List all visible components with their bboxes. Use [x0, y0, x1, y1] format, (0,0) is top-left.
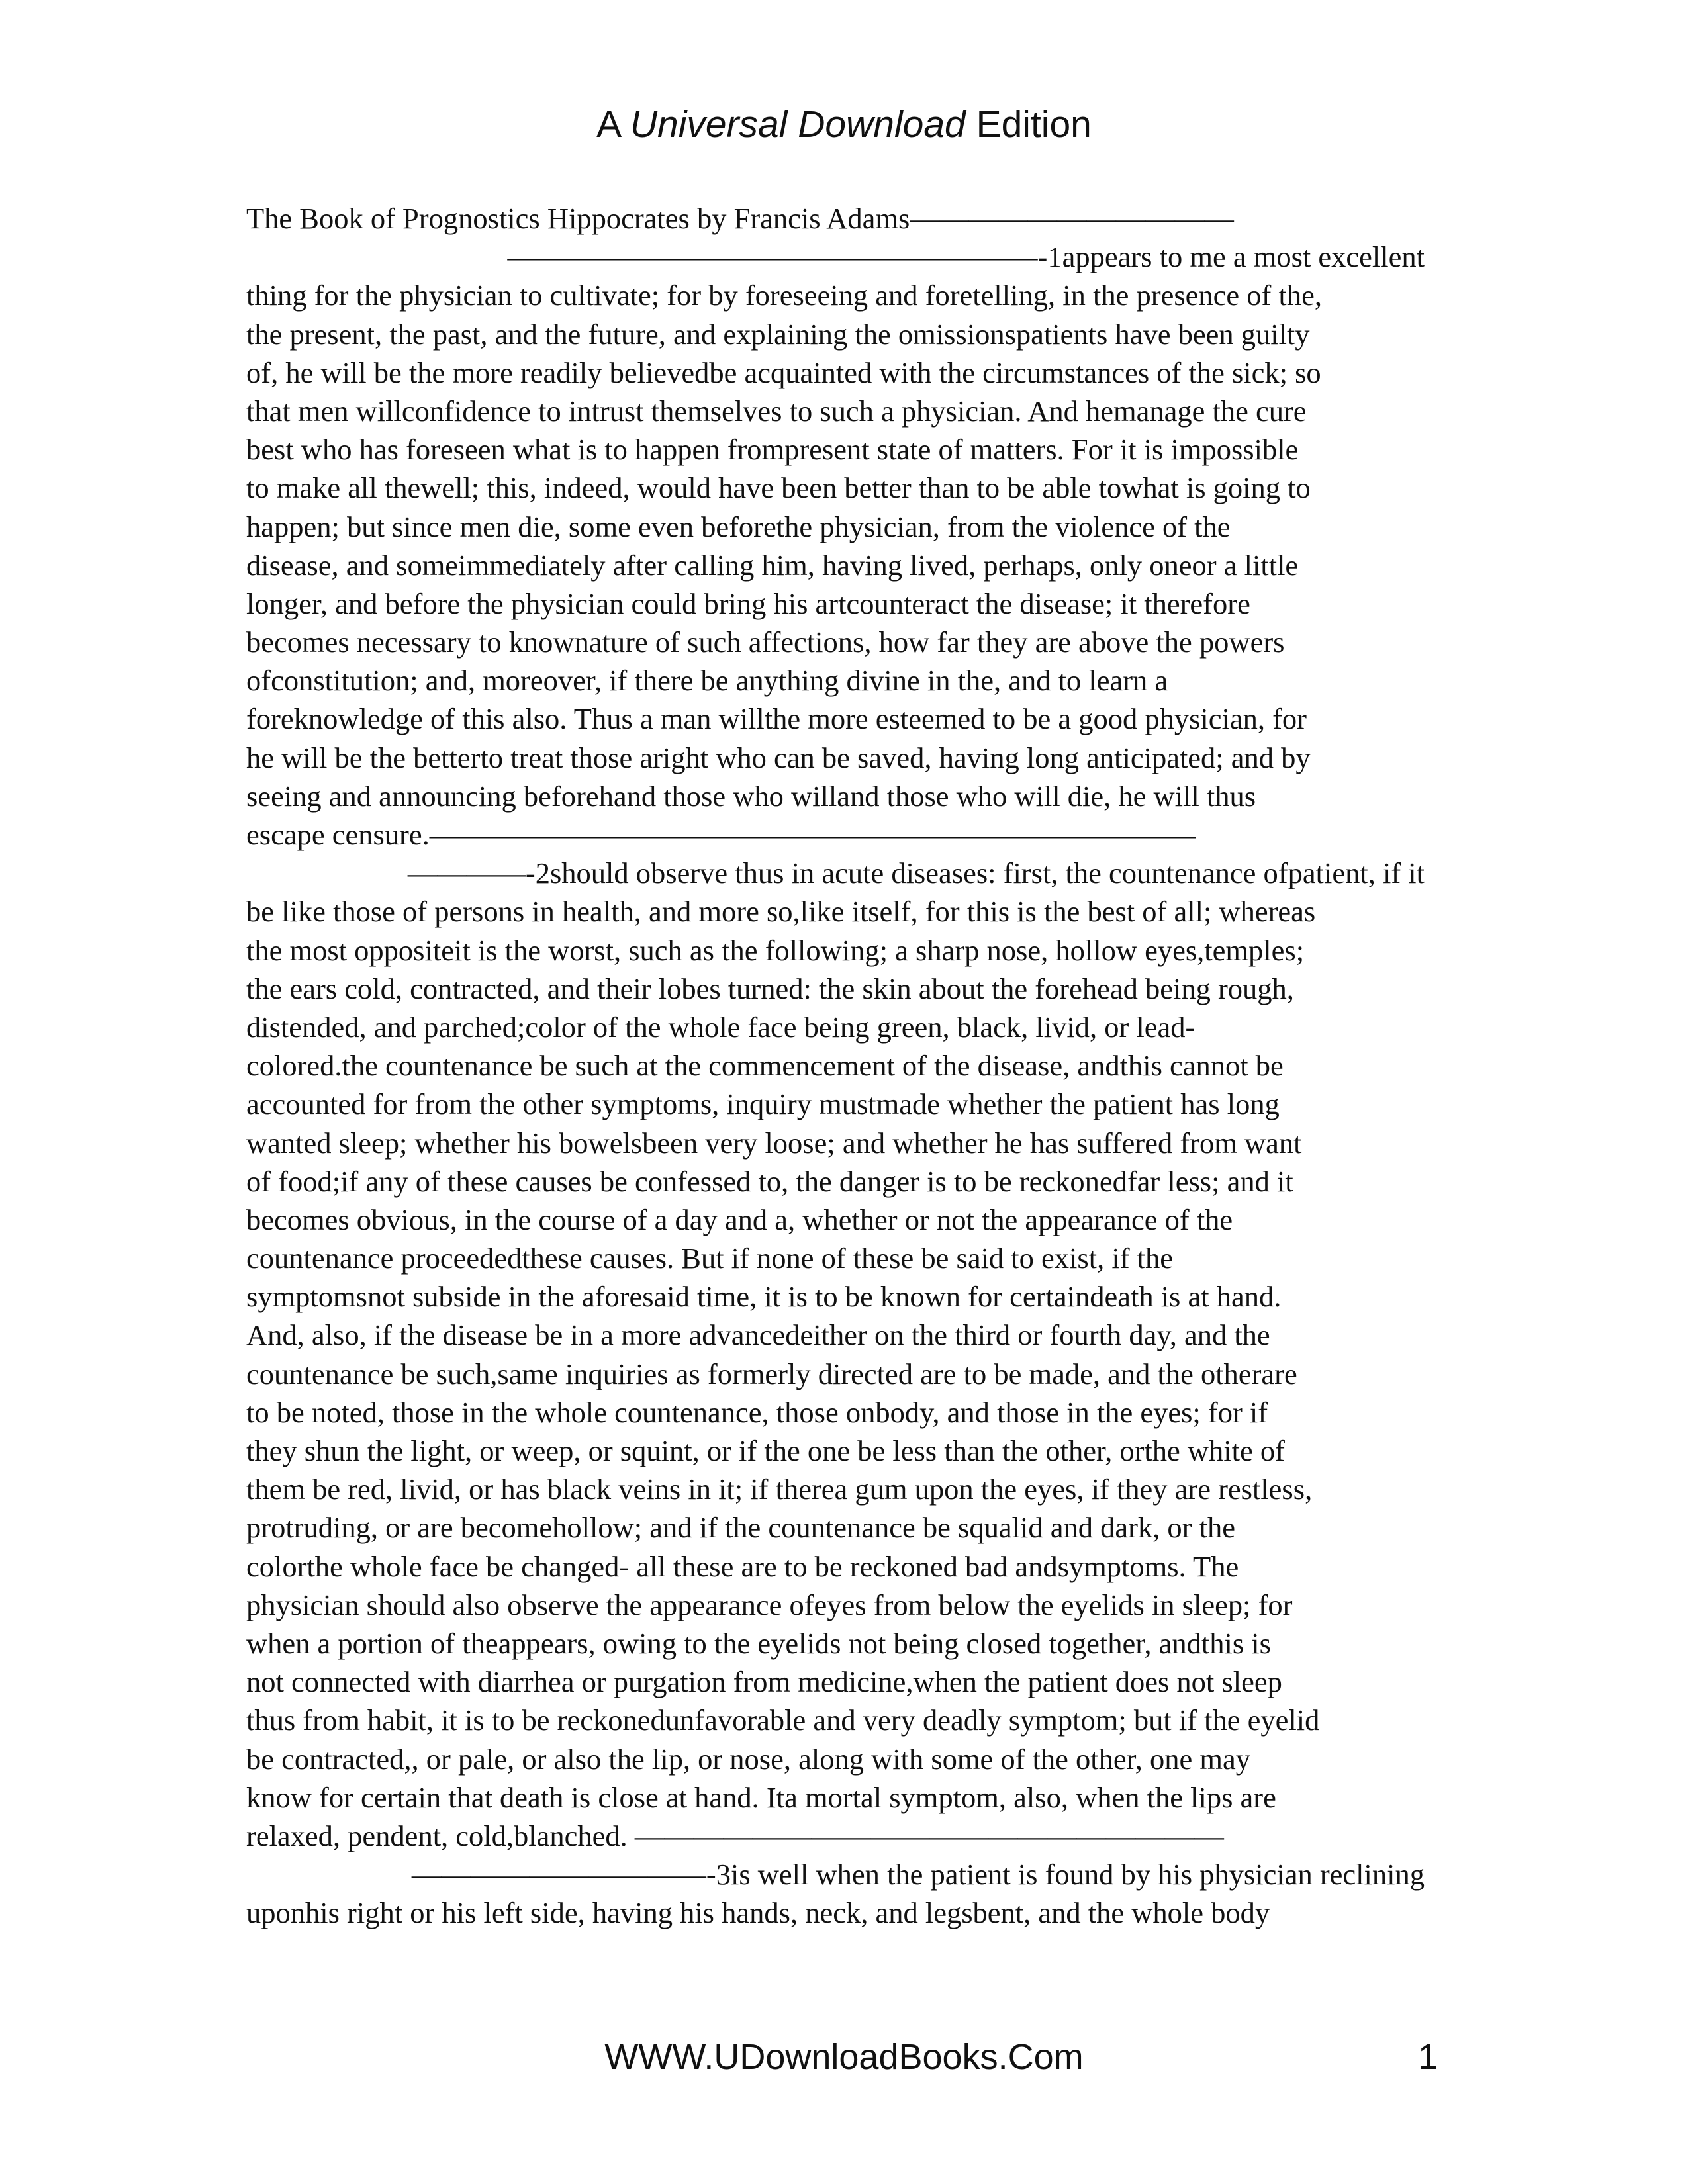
text-line: thus from habit, it is to be reckonedunfavorable and very deadly symptom; but if the eyelid	[246, 1704, 1320, 1737]
text-line: be like those of persons in health, and more so,like itself, for this is the best of all; whereas	[246, 895, 1316, 929]
text-line: be contracted,, or pale, or also the lip, or nose, along with some of the other, one may	[246, 1742, 1250, 1776]
text-line: the ears cold, contracted, and their lobes turned: the skin about the forehead being rough,	[246, 972, 1294, 1005]
text-line: happen; but since men die, some even beforethe physician, from the violence of the	[246, 510, 1231, 543]
text-line: protruding, or are becomehollow; and if the countenance be squalid and dark, or the	[246, 1511, 1235, 1545]
text-line: ——————————-3is well when the patient is found by his physician reclining	[411, 1858, 1425, 1891]
text-line: longer, and before the physician could bring his artcounteract the disease; it therefore	[246, 586, 1250, 620]
footer-website: WWW.UDownloadBooks.Com	[604, 2037, 1084, 2077]
text-line: when a portion of theappears, owing to the eyelids not being closed together, andthis is	[246, 1626, 1271, 1660]
text-line: uponhis right or his left side, having his hands, neck, and legsbent, and the whole body	[246, 1896, 1270, 1930]
text-line: the present, the past, and the future, and explaining the omissionspatients have been guilty	[246, 317, 1310, 351]
text-line: wanted sleep; whether his bowelsbeen very loose; and whether he has suffered from want	[246, 1126, 1302, 1160]
page-header	[0, 98, 1688, 151]
text-line: The Book of Prognostics Hippocrates by Francis Adams———————————	[246, 202, 1234, 235]
text-line: ofconstitution; and, moreover, if there be anything divine in the, and to learn a	[246, 664, 1168, 698]
header-prefix: A	[596, 103, 620, 146]
text-line: best who has foreseen what is to happen frompresent state of matters. For it is impossible	[246, 433, 1299, 467]
header-italic: Universal Download	[630, 103, 966, 146]
text-line: of, he will be the more readily believedbe acquainted with the circumstances of the sick; so	[246, 355, 1321, 389]
text-line: they shun the light, or weep, or squint, or if the one be less than the other, orthe white of	[246, 1434, 1285, 1467]
text-line: becomes necessary to knownature of such affections, how far they are above the powers	[246, 625, 1285, 659]
text-line: to make all thewell; this, indeed, would have been better than to be able towhat is going to	[246, 471, 1311, 505]
text-line: of food;if any of these causes be confessed to, the danger is to be reckonedfar less; and it	[246, 1164, 1293, 1198]
text-line: them be red, livid, or has black veins in it; if therea gum upon the eyes, if they are restless,	[246, 1473, 1313, 1506]
text-line: not connected with diarrhea or purgation from medicine,when the patient does not sleep	[246, 1665, 1282, 1699]
text-line: physician should also observe the appearance ofeyes from below the eyelids in sleep; for	[246, 1588, 1293, 1621]
page-number: 1	[1417, 2037, 1438, 2077]
text-line: foreknowledge of this also. Thus a man willthe more esteemed to be a good physician, for	[246, 702, 1307, 736]
text-line: colorthe whole face be changed- all these are to be reckoned bad andsymptoms. The	[246, 1549, 1239, 1583]
document-body	[246, 199, 1425, 1932]
text-line: disease, and someimmediately after calling him, having lived, perhaps, only oneor a little	[246, 548, 1299, 582]
text-line: know for certain that death is close at hand. Ita mortal symptom, also, when the lips are	[246, 1780, 1276, 1814]
text-line: accounted for from the other symptoms, inquiry mustmade whether the patient has long	[246, 1087, 1280, 1121]
text-line: And, also, if the disease be in a more advancedeither on the third or fourth day, and the	[246, 1318, 1270, 1352]
header-suffix: Edition	[976, 103, 1092, 146]
text-line: relaxed, pendent, cold,blanched. ————————————————————	[246, 1819, 1224, 1852]
text-line: escape censure.——————————————————————————	[246, 818, 1196, 851]
text-line: ——————————————————-1appears to me a most excellent	[507, 240, 1425, 274]
text-line: thing for the physician to cultivate; for by foreseeing and foretelling, in the presence of the,	[246, 279, 1322, 312]
text-line: countenance be such,same inquiries as formerly directed are to be made, and the otherare	[246, 1357, 1297, 1390]
text-line: to be noted, those in the whole countenance, those onbody, and those in the eyes; for if	[246, 1395, 1268, 1429]
text-line: he will be the betterto treat those aright who can be saved, having long anticipated; and by	[246, 741, 1311, 774]
text-line: becomes obvious, in the course of a day and a, whether or not the appearance of the	[246, 1203, 1233, 1236]
text-line: the most oppositeit is the worst, such as the following; a sharp nose, hollow eyes,temples;	[246, 933, 1305, 967]
text-line: symptomsnot subside in the aforesaid time, it is to be known for certaindeath is at hand.	[246, 1280, 1282, 1314]
text-line: colored.the countenance be such at the commencement of the disease, andthis cannot be	[246, 1049, 1284, 1083]
text-line: seeing and announcing beforehand those who willand those who will die, he will thus	[246, 779, 1256, 813]
text-line: countenance proceededthese causes. But if none of these be said to exist, if the	[246, 1242, 1174, 1275]
text-line: ————-2should observe thus in acute diseases: first, the countenance ofpatient, if it	[407, 856, 1425, 890]
text-line: distended, and parched;color of the whole face being green, black, livid, or lead-	[246, 1010, 1196, 1044]
text-line: that men willconfidence to intrust themselves to such a physician. And hemanage the cure	[246, 394, 1307, 428]
